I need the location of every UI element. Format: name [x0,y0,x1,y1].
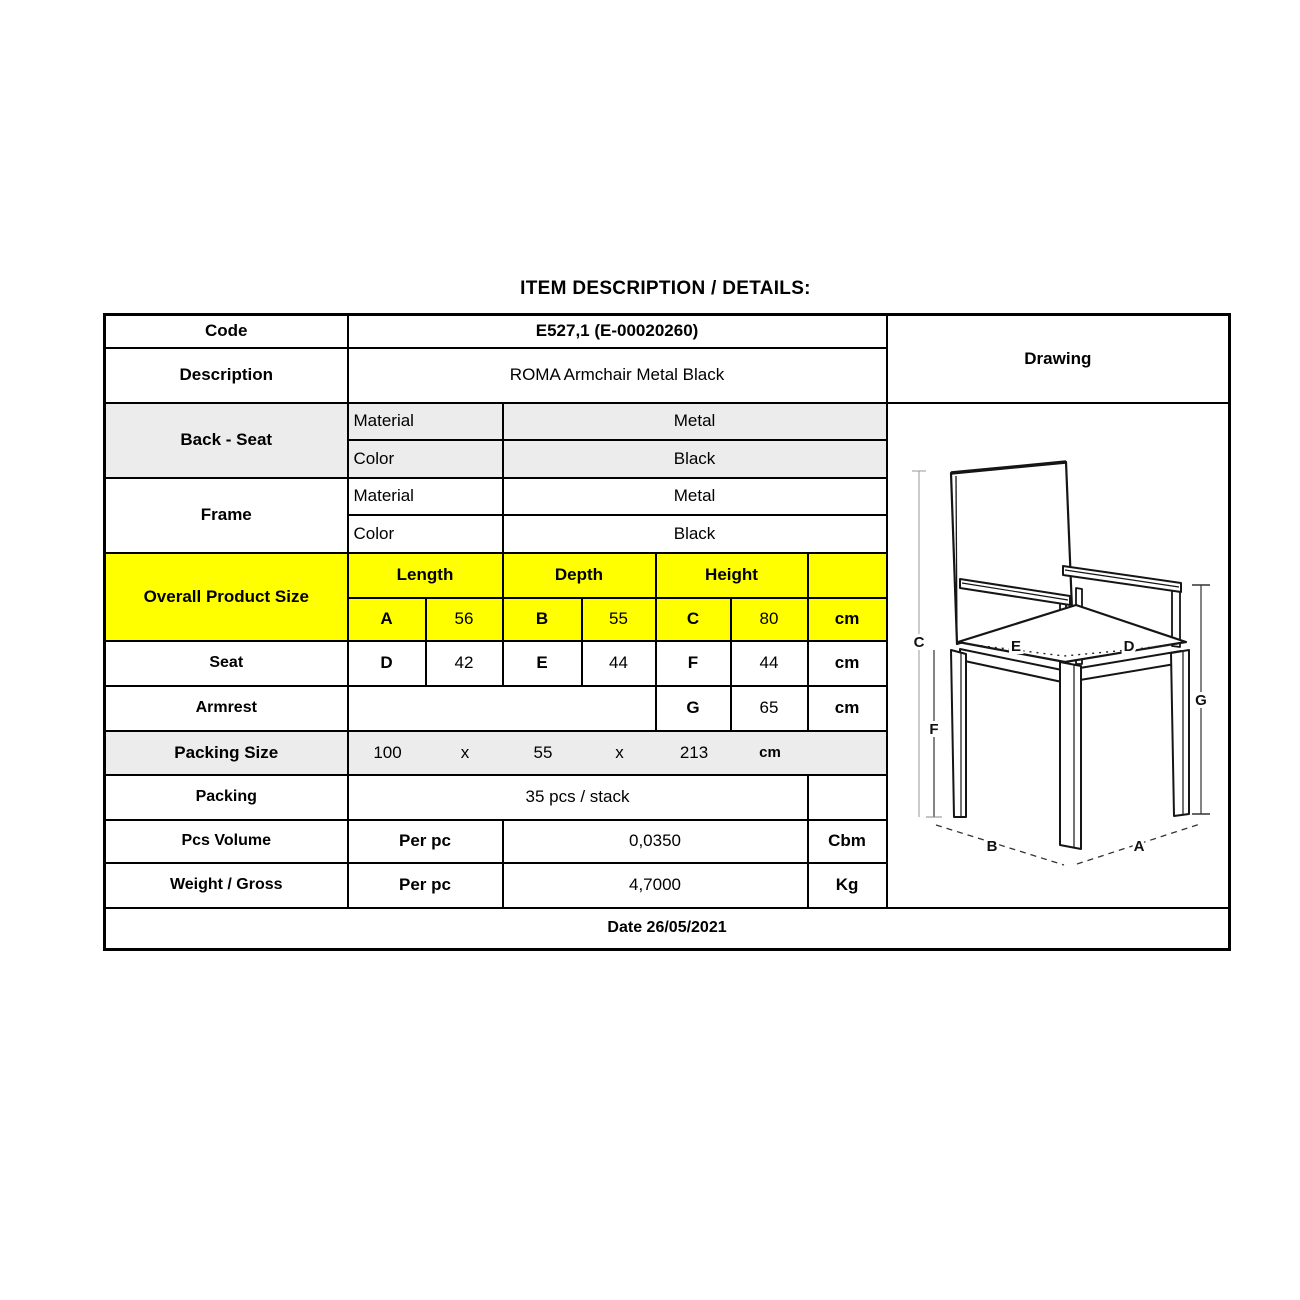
drawing-area [887,403,1230,908]
frame-material-label: Material [348,478,503,515]
length-header: Length [348,553,503,598]
dim-a-value: 56 [426,598,503,641]
height-header: Height [656,553,808,598]
date-value: Date 26/05/2021 [105,908,1230,950]
packing-size-length: 100 [373,742,402,762]
dim-f-key: F [656,641,731,686]
row-code [105,315,1230,348]
dim-b-key: B [503,598,582,641]
overall-size-label: Overall Product Size [105,553,348,641]
dim-line-b [936,825,1064,865]
code-value: E527,1 (E-00020260) [348,315,887,348]
description-value: ROMA Armchair Metal Black [348,348,887,403]
dim-a-key: A [348,598,426,641]
dim-c-key: C [656,598,731,641]
dim-label-d: D [1123,637,1134,655]
dim-c-value: 80 [731,598,808,641]
packing-size-unit: cm [759,743,781,761]
frame-color-value: Black [503,515,887,553]
dim-d-key: D [348,641,426,686]
dim-b-value: 55 [582,598,656,641]
chair-drawing-svg [888,404,1227,907]
weight-per: Per pc [348,863,503,908]
packing-size-value-cell [348,731,887,775]
packing-label: Packing [105,775,348,820]
dim-e-value: 44 [582,641,656,686]
overall-unit-header-empty [808,553,887,598]
dim-d-value: 42 [426,641,503,686]
spec-table [103,313,1231,951]
packing-unit-empty [808,775,887,820]
dim-label-f: F [928,720,939,738]
pcs-volume-label: Pcs Volume [105,820,348,863]
armrest-empty-cell [348,686,656,731]
row-date [105,908,1230,950]
armrest-label: Armrest [105,686,348,731]
dim-label-c: C [913,633,924,651]
pcs-volume-per: Per pc [348,820,503,863]
page-title: ITEM DESCRIPTION / DETAILS: [520,278,811,299]
packing-value: 35 pcs / stack [348,775,808,820]
armrest-unit: cm [808,686,887,731]
weight-value: 4,7000 [503,863,808,908]
dim-e-key: E [503,641,582,686]
dim-label-b: B [986,837,997,855]
drawing-header: Drawing [887,315,1230,403]
packing-size-x2: x [615,742,624,762]
dim-g-value: 65 [731,686,808,731]
depth-header: Depth [503,553,656,598]
packing-size-label: Packing Size [105,731,348,775]
packing-size-x1: x [460,742,470,762]
chair-drawing [888,404,1229,907]
frame-material-value: Metal [503,478,887,515]
pcs-volume-value: 0,0350 [503,820,808,863]
back-seat-material-value: Metal [503,403,887,440]
back-seat-color-label: Color [348,440,503,478]
frame-label: Frame [105,478,348,553]
overall-unit: cm [808,598,887,641]
code-label: Code [105,315,348,348]
packing-size-values [349,743,886,763]
packing-size-height: 213 [679,742,709,762]
back-seat-material-label: Material [348,403,503,440]
dim-label-g: G [1194,691,1207,709]
seat-unit: cm [808,641,887,686]
pcs-volume-unit: Cbm [808,820,887,863]
seat-label: Seat [105,641,348,686]
weight-unit: Kg [808,863,887,908]
back-seat-label: Back - Seat [105,403,348,478]
dim-f-value: 44 [731,641,808,686]
back-seat-color-value: Black [503,440,887,478]
packing-size-depth: 55 [533,742,553,762]
dim-label-e: E [1010,637,1021,655]
dim-g-key: G [656,686,731,731]
description-label: Description [105,348,348,403]
chair-legs [951,650,1189,849]
weight-label: Weight / Gross [105,863,348,908]
dim-label-a: A [1133,837,1144,855]
row-backseat-material [105,403,1230,440]
frame-color-label: Color [348,515,503,553]
